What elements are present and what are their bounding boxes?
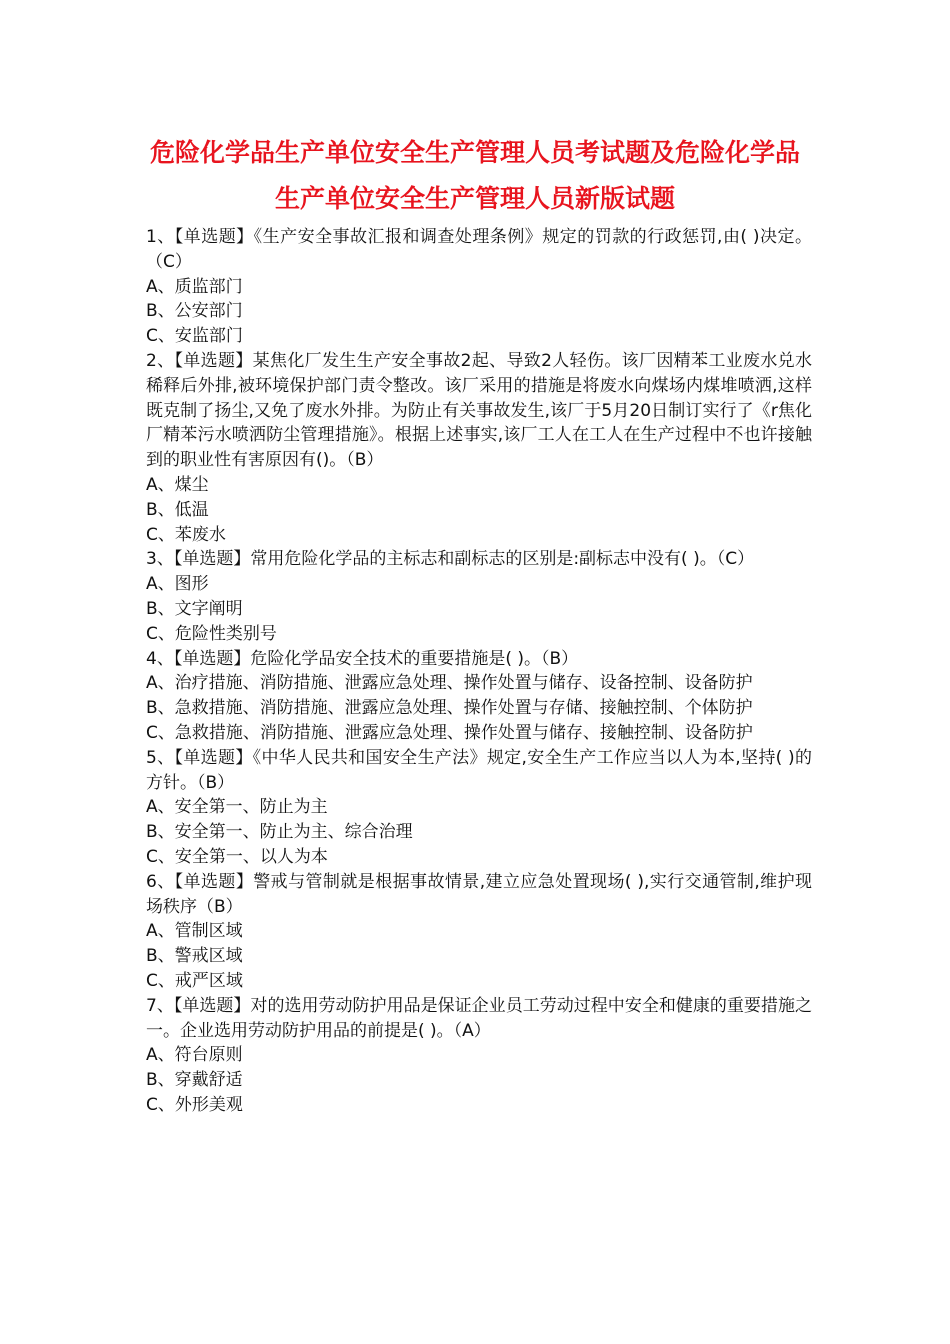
option-item: A、治疗措施、消防措施、泄露应急处理、操作处置与储存、设备控制、设备防护 — [146, 673, 753, 694]
question-text: 1、【单选题】《生产安全事故汇报和调查处理条例》规定的罚款的行政惩罚,由( )决定。（C） — [146, 227, 812, 272]
document-title: 危险化学品生产单位安全生产管理人员考试题及危险化学品生产单位安全生产管理人员新版试题 — [149, 138, 800, 213]
option-item: A、安全第一、防止为主 — [146, 797, 328, 818]
option-item: C、外形美观 — [146, 1094, 243, 1115]
option-item: B、公安部门 — [146, 301, 243, 322]
question-text: 6、【单选题】警戒与管制就是根据事故情景,建立应急处置现场( ),实行交通管制,维护现场秩序（B） — [146, 871, 812, 917]
option-item: A、煤尘 — [146, 474, 209, 495]
option-item: C、戒严区域 — [146, 970, 243, 991]
option-item: B、安全第一、防止为主、综合治理 — [146, 822, 413, 843]
question-text: 4、【单选题】危险化学品安全技术的重要措施是( )。（B） — [146, 648, 579, 669]
question-text: 7、【单选题】对的选用劳动防护用品是保证企业员工劳动过程中安全和健康的重要措施之一。企业选用劳动防护用品的前提是( )。（A） — [146, 995, 812, 1041]
question-text: 3、【单选题】常用危险化学品的主标志和副标志的区别是:副标志中没有( )。（C） — [146, 549, 755, 570]
option-item: B、低温 — [146, 499, 209, 520]
option-item: C、急救措施、消防措施、泄露应急处理、操作处置与储存、接触控制、设备防护 — [146, 722, 753, 743]
option-item: B、穿戴舒适 — [146, 1070, 243, 1091]
option-item: C、安全第一、以人为本 — [146, 846, 328, 867]
question-list — [146, 225, 812, 1118]
option-item: B、警戒区域 — [146, 946, 243, 967]
option-item: C、安监部门 — [146, 326, 243, 347]
question-text: 2、【单选题】某焦化厂发生生产安全事故2起、导致2人轻伤。该厂因精苯工业废水兑水稀释后外排,被环境保护部门责令整改。该厂采用的措施是将废水向煤场内煤堆喷洒,这样既克制了扬尘,又免了废水外排。为防止有关事故发生,该厂于5月20日制订实行了《r焦化厂精苯污水喷洒防尘管理措施》。根据上述事实,该厂工人在工人在生产过程中不也许接触到的职业性有害原因有()。（B） — [146, 350, 812, 471]
option-item: A、图形 — [146, 574, 209, 595]
option-item: A、符台原则 — [146, 1045, 243, 1066]
question-text: 5、【单选题】《中华人民共和国安全生产法》规定,安全生产工作应当以人为本,坚持( )的方针。（B） — [146, 747, 812, 793]
option-item: C、危险性类别号 — [146, 623, 277, 644]
option-item: A、质监部门 — [146, 276, 243, 297]
option-item: B、文字阐明 — [146, 598, 243, 619]
option-item: B、急救措施、消防措施、泄露应急处理、操作处置与存储、接触控制、个体防护 — [146, 698, 753, 719]
option-item: A、管制区域 — [146, 921, 243, 942]
option-item: C、苯废水 — [146, 524, 226, 545]
